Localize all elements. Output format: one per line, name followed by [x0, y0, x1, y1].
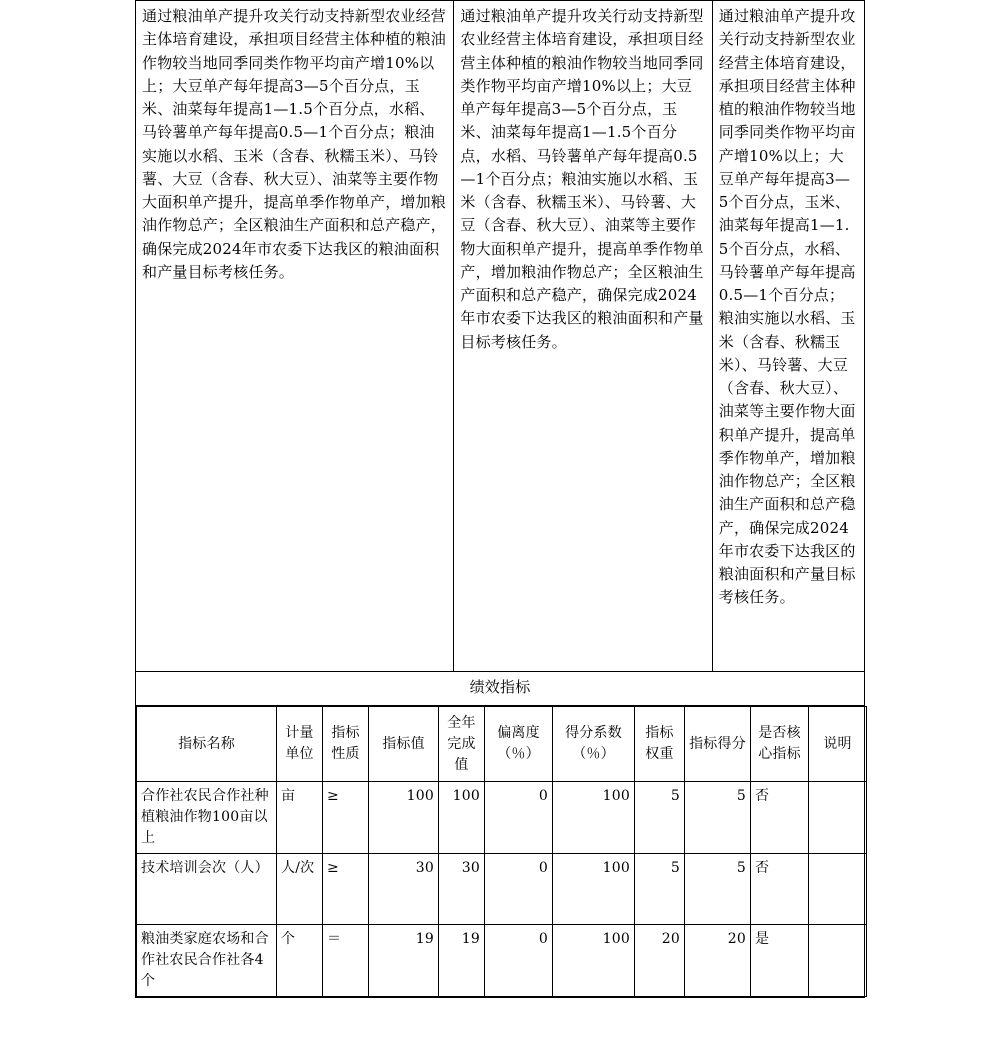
metric-coefficient: 100 — [553, 782, 635, 854]
metric-nature: ≥ — [323, 782, 369, 854]
metrics-header-year-value: 全年完成值 — [439, 707, 485, 782]
metrics-header-row — [137, 707, 867, 782]
metrics-header-weight: 指标权重 — [635, 707, 685, 782]
metrics-header-score: 指标得分 — [685, 707, 751, 782]
narrative-cell-3 — [712, 1, 864, 672]
table-row — [137, 782, 867, 854]
metrics-table — [136, 706, 867, 997]
metric-coefficient: 100 — [553, 854, 635, 925]
narrative-row — [136, 1, 865, 672]
metric-nature: ≥ — [323, 854, 369, 925]
narrative-text-2: 通过粮油单产提升攻关行动支持新型农业经营主体培育建设，承担项目经营主体种植的粮油作物较当地同季同类作物平均亩产增10%以上；大豆单产每年提高3—5个百分点，玉米、油菜每年提高1—1.5个百分点，水稻、马铃薯单产每年提高0.5—1个百分点；粮油实施以水稻、玉米（含春、秋糯玉米）、马铃薯、大豆（含春、秋大豆）、油菜等主要作物大面积单产提升，提高单季作物单产，增加粮油作物总产；全区粮油生产面积和总产稳产，确保完成2024年市农委下达我区的粮油面积和产量目标考核任务。 — [460, 7, 704, 351]
metric-weight: 20 — [635, 925, 685, 997]
metric-deviation: 0 — [485, 782, 553, 854]
metric-year-value: 30 — [439, 854, 485, 925]
metric-value: 30 — [369, 854, 439, 925]
metric-core: 否 — [751, 782, 809, 854]
metric-note — [809, 925, 867, 997]
metric-note — [809, 854, 867, 925]
table-row — [137, 854, 867, 925]
metric-coefficient: 100 — [553, 925, 635, 997]
metric-core: 是 — [751, 925, 809, 997]
narrative-cell-1 — [136, 1, 454, 672]
metrics-header-coefficient: 得分系数（％） — [553, 707, 635, 782]
performance-report-table — [135, 0, 865, 998]
metric-name: 合作社农民合作社种植粮油作物100亩以上 — [137, 782, 277, 854]
section-title-cell: 绩效指标 — [136, 672, 865, 706]
metric-year-value: 19 — [439, 925, 485, 997]
table-row — [137, 925, 867, 997]
metric-name: 技术培训会次（人） — [137, 854, 277, 925]
narrative-text-3: 通过粮油单产提升攻关行动支持新型农业经营主体培育建设，承担项目经营主体种植的粮油作物较当地同季同类作物平均亩产增10%以上；大豆单产每年提高3—5个百分点，玉米、油菜每年提高1—1.5个百分点，水稻、马铃薯单产每年提高0.5—1个百分点；粮油实施以水稻、玉米（含春、秋糯玉米）、马铃薯、大豆（含春、秋大豆）、油菜等主要作物大面积单产提升，提高单季作物单产，增加粮油作物总产；全区粮油生产面积和总产稳产，确保完成2024年市农委下达我区的粮油面积和产量目标考核任务。 — [718, 7, 856, 607]
metrics-wrapper-row — [136, 706, 865, 998]
section-title-row — [136, 672, 865, 706]
metrics-header-deviation: 偏离度（％） — [485, 707, 553, 782]
metrics-header-unit: 计量单位 — [277, 707, 323, 782]
metric-unit: 人/次 — [277, 854, 323, 925]
narrative-cell-2 — [454, 1, 712, 672]
metric-score: 5 — [685, 782, 751, 854]
metrics-header-value: 指标值 — [369, 707, 439, 782]
metric-value: 19 — [369, 925, 439, 997]
metrics-header-name: 指标名称 — [137, 707, 277, 782]
metrics-header-note: 说明 — [809, 707, 867, 782]
metric-weight: 5 — [635, 854, 685, 925]
metric-value: 100 — [369, 782, 439, 854]
metric-deviation: 0 — [485, 925, 553, 997]
narrative-text-1: 通过粮油单产提升攻关行动支持新型农业经营主体培育建设，承担项目经营主体种植的粮油作物较当地同季同类作物平均亩产增10%以上；大豆单产每年提高3—5个百分点，玉米、油菜每年提高1—1.5个百分点，水稻、马铃薯单产每年提高0.5—1个百分点；粮油实施以水稻、玉米（含春、秋糯玉米）、马铃薯、大豆（含春、秋大豆）、油菜等主要作物大面积单产提升，提高单季作物单产，增加粮油作物总产；全区粮油生产面积和总产稳产，确保完成2024年市农委下达我区的粮油面积和产量目标考核任务。 — [142, 7, 447, 281]
metric-unit: 亩 — [277, 782, 323, 854]
metric-core: 否 — [751, 854, 809, 925]
metric-score: 5 — [685, 854, 751, 925]
metric-unit: 个 — [277, 925, 323, 997]
metric-weight: 5 — [635, 782, 685, 854]
metric-score: 20 — [685, 925, 751, 997]
metric-nature: ＝ — [323, 925, 369, 997]
metrics-header-core: 是否核心指标 — [751, 707, 809, 782]
metric-note — [809, 782, 867, 854]
metric-name: 粮油类家庭农场和合作社农民合作社各4个 — [137, 925, 277, 997]
metric-year-value: 100 — [439, 782, 485, 854]
metrics-wrapper-cell — [136, 706, 865, 998]
metrics-header-nature: 指标性质 — [323, 707, 369, 782]
metric-deviation: 0 — [485, 854, 553, 925]
